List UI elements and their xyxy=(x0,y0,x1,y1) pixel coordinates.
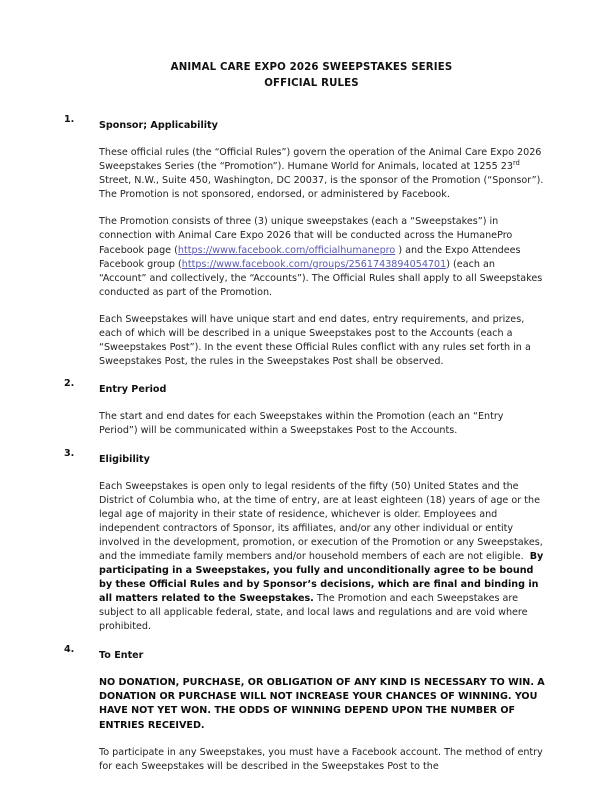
section-title: Entry Period xyxy=(99,384,167,396)
paragraph-text-normal-2: The Promotion and each Sweepstakes are subject to all applicable federal, state, and local laws and regulations and are void where prohibited. xyxy=(99,593,528,633)
section-body xyxy=(99,146,545,369)
paragraph-text-emphasis: By participating in a Sweepstakes, you fully and unconditionally agree to be bound by these Official Rules and by Sponsor’s decisions, which are final and binding in all matters related to the Sweepstakes. xyxy=(99,550,544,605)
section-entry-period xyxy=(64,377,545,438)
paragraph xyxy=(99,480,545,635)
section-heading xyxy=(64,643,545,663)
section-body xyxy=(99,480,545,635)
paragraph-text-after-superscript: Street, N.W., Suite 450, Washington, DC 20037, is the sponsor of the Promotion (“Sponsor”). The Promotion is not sponsored, endorsed, or administered by Facebook. xyxy=(99,175,544,201)
section-number: 2. xyxy=(64,378,75,390)
page-title-line-1: ANIMAL CARE EXPO 2026 SWEEPSTAKES SERIES xyxy=(170,62,453,73)
section-title: Eligibility xyxy=(99,453,150,465)
section-sponsor-applicability xyxy=(64,113,545,369)
section-number: 1. xyxy=(64,114,75,125)
section-body xyxy=(99,410,545,438)
paragraph: The start and end dates for each Sweepstakes within the Promotion (each an “Entry Period”) will be communicated within a Sweepstakes Post to the Accounts. xyxy=(99,411,504,437)
paragraph-text-part-3: ) (each an “Account” and collectively, the “Accounts”). The Official Rules shall apply to all Sweepstakes conducted as part of the Promotion. xyxy=(99,258,543,298)
paragraph: To participate in any Sweepstakes, you must have a Facebook account. The method of entry for each Sweepstakes will be described in the Sweepstakes Post to the xyxy=(99,747,543,773)
no-purchase-necessary-notice: NO DONATION, PURCHASE, OR OBLIGATION OF ANY KIND IS NECESSARY TO WIN. A DONATION OR PURCHASE WILL NOT INCREASE YOUR CHANCES OF WINNING. YOU HAVE NOT YET WON. THE ODDS OF WINNING DEPEND UPON THE NUMBER OF ENTRIES RECEIVED. xyxy=(99,676,545,731)
paragraph-text-normal-1: Each Sweepstakes is open only to legal residents of the fifty (50) United States and the District of Columbia who, at the time of entry, are at least eighteen (18) years of age or the legal age of majority in their state of residence, whichever is older. Employees and independent contractors of Sponsor, its affiliates, and/or any other individual or entity involved in the development, promotion, or execution of the Promotion or any Sweepstakes, and the immediate family members and/or household members of each are not eligible. xyxy=(99,480,543,562)
section-number: 3. xyxy=(64,447,75,459)
section-heading xyxy=(64,447,545,467)
section-spacer xyxy=(64,635,545,643)
section-spacer xyxy=(64,439,545,447)
paragraph xyxy=(99,146,545,202)
section-spacer xyxy=(64,369,545,377)
paragraph xyxy=(99,215,545,300)
paragraph-text-before-superscript: These official rules (the “Official Rules”) govern the operation of the Animal Care Expo 2026 Sweepstakes Series (the “Promotion”). Humane World for Animals, located at 1255 23 xyxy=(99,147,542,173)
section-title: Sponsor; Applicability xyxy=(99,120,218,131)
section-number: 4. xyxy=(64,643,75,655)
ordinal-superscript: rd xyxy=(512,158,520,167)
section-eligibility xyxy=(64,447,545,635)
paragraph-text-part-1: The Promotion consists of three (3) unique sweepstakes (each a “Sweepstakes”) in connection with Animal Care Expo 2026 that will be conducted across the HumanePro Facebook page ( xyxy=(99,216,513,256)
section-body xyxy=(99,676,545,775)
section-heading xyxy=(64,377,545,397)
page-title xyxy=(64,60,545,91)
page-title-line-2: OFFICIAL RULES xyxy=(264,77,359,89)
expo-attendees-facebook-group-link[interactable]: https://www.facebook.com/groups/2561743894054701 xyxy=(181,258,447,270)
section-title: To Enter xyxy=(99,649,144,661)
section-to-enter xyxy=(64,643,545,775)
section-heading xyxy=(64,113,545,133)
humanepro-facebook-page-link[interactable]: https://www.facebook.com/officialhumanepro xyxy=(177,244,396,256)
paragraph-text-part-2: ) and the Expo Attendees Facebook group ( xyxy=(99,244,521,270)
paragraph: Each Sweepstakes will have unique start and end dates, entry requirements, and prizes, each of which will be described in a unique Sweepstakes post to the Accounts (each a “Sweepstakes Post”). In the event these Official Rules conflict with any rules set forth in a Sweepstakes Post, the rules in the Sweepstakes Post shall be observed. xyxy=(99,313,531,368)
